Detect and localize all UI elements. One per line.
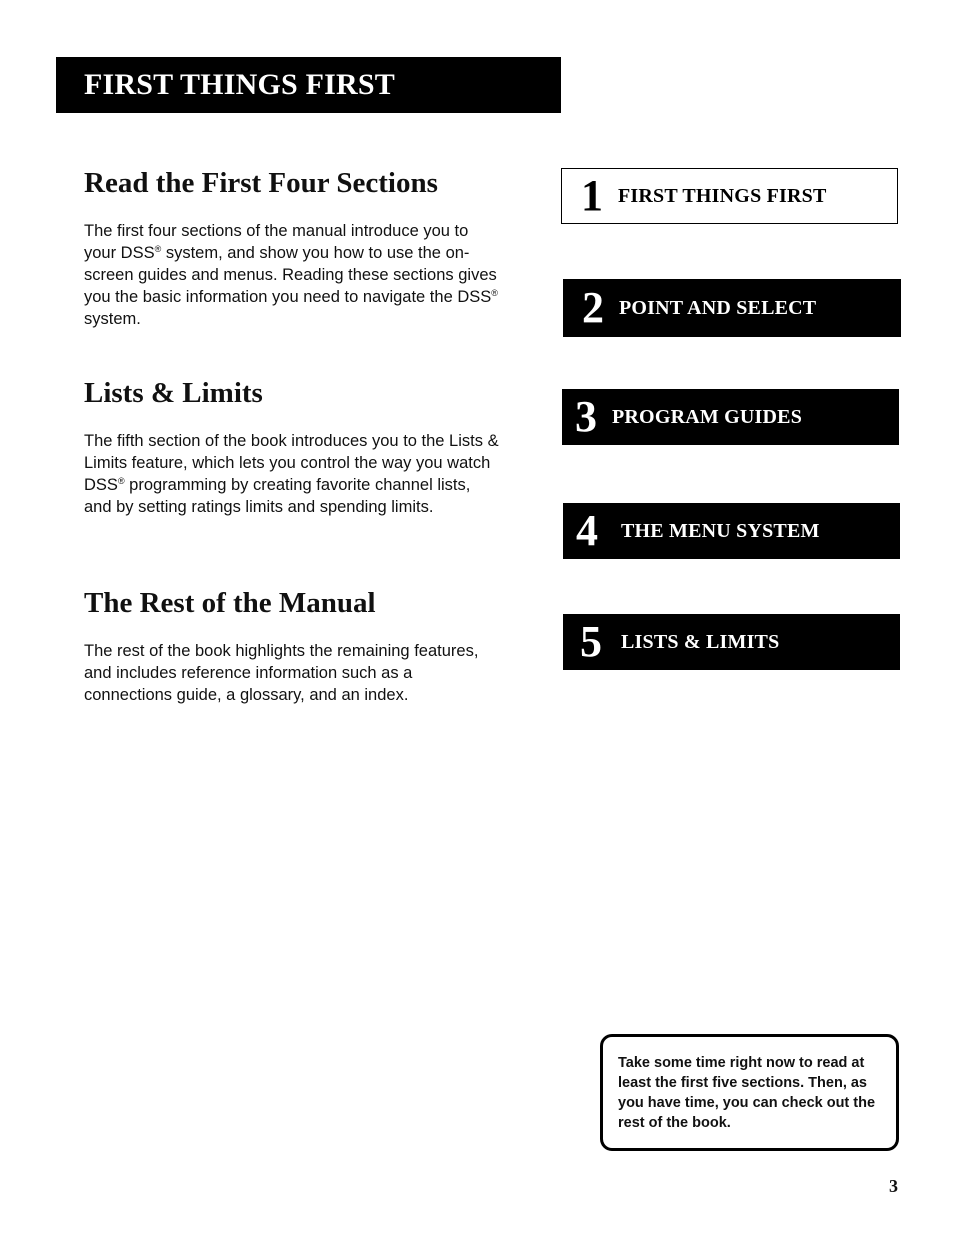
section-heading: The Rest of the Manual [84, 587, 376, 619]
section-heading: Lists & Limits [84, 377, 263, 409]
chapter-label: THE MENU SYSTEM [621, 519, 820, 542]
chapter-tab-5 [563, 614, 900, 670]
section-read-first-four [84, 166, 500, 330]
section-heading: Read the First Four Sections [84, 167, 438, 199]
chapter-tab-3 [562, 389, 899, 445]
chapter-label: PROGRAM GUIDES [612, 405, 803, 428]
section-body: The rest of the book highlights the remaining features, and includes reference information such as a connections guide, a glossary, and an index. [84, 642, 479, 704]
section-body: The first four sections of the manual introduce you to your DSS® system, and show you how to use the on-screen guides and menus. Reading these sections gives you the basic information you need to navigate the DSS® system. [84, 222, 498, 328]
chapter-number: 2 [582, 283, 604, 332]
page-header-title: FIRST THINGS FIRST [56, 57, 561, 113]
chapter-number: 1 [581, 171, 603, 220]
chapter-label: LISTS & LIMITS [621, 630, 780, 653]
page-number: 3 [889, 1176, 898, 1196]
chapter-tab-1 [561, 168, 898, 224]
reading-tip-note: Take some time right now to read at least the first five sections. Then, as you have time, you can check out the rest of the book. [600, 1034, 899, 1151]
chapter-number: 3 [575, 392, 597, 441]
section-body: The fifth section of the book introduces you to the Lists & Limits feature, which lets you control the way you watch DSS® programming by creating favorite channel lists, and by setting ratings limits and spending limits. [84, 432, 499, 516]
chapter-tab-2 [563, 279, 901, 337]
chapter-number: 4 [576, 506, 598, 555]
chapter-number: 5 [580, 617, 602, 666]
chapter-tab-4 [563, 503, 900, 559]
chapter-label: FIRST THINGS FIRST [618, 184, 827, 207]
chapter-label: POINT AND SELECT [619, 296, 817, 319]
section-rest-of-manual [84, 586, 500, 706]
section-lists-limits [84, 376, 500, 518]
